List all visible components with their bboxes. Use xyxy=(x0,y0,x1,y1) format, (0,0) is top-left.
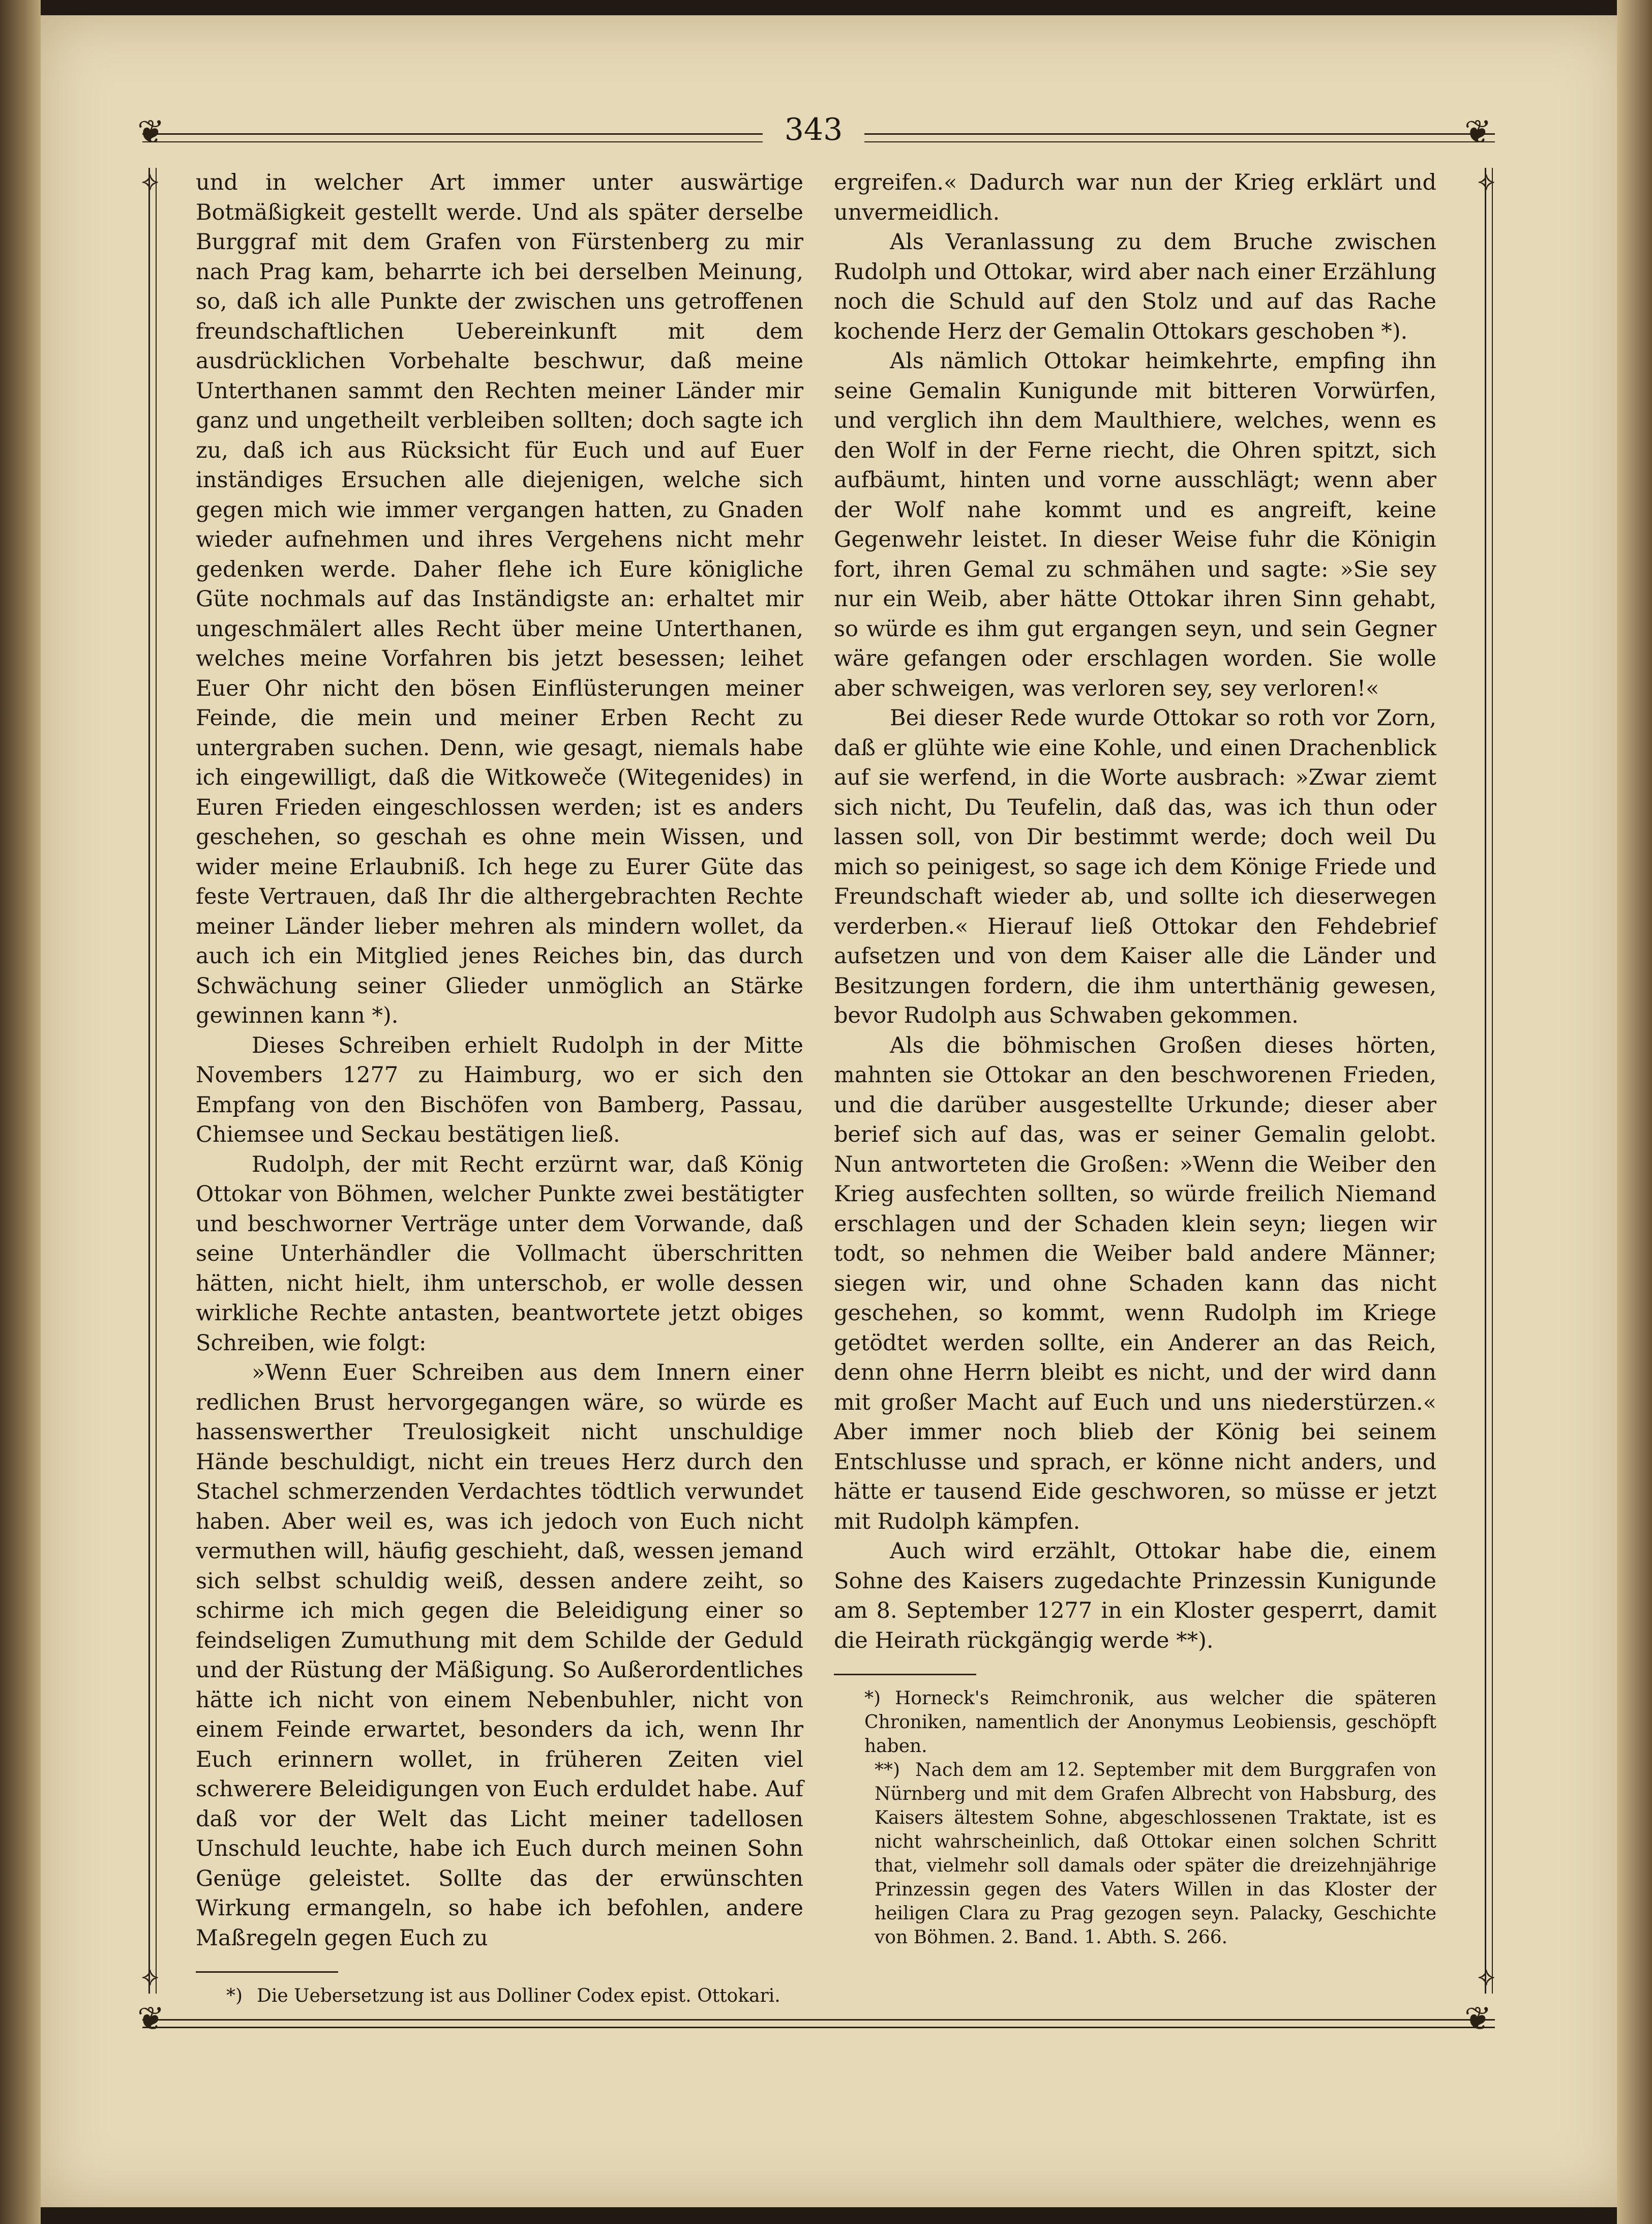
corner-ornament-icon: ❦ xyxy=(137,113,165,151)
footnote-marker: *) xyxy=(864,1688,881,1709)
paragraph: Dieses Schreiben erhielt Rudolph in der Mitte Novembers 1277 zu Haimburg, wo er sich den Empfang von den Bischöfen von Bamberg, Passau, Chiemsee und Seckau bestätigen ließ. xyxy=(196,1032,803,1147)
frame-bottom-rule-inner xyxy=(142,2027,1495,2028)
footnote-rule xyxy=(834,1674,976,1675)
footnote-text: Horneck's Reimchronik, aus welcher die späteren Chroniken, namentlich der Anonymus Leobiensis, geschöpft haben. xyxy=(864,1688,1436,1757)
paragraph: Bei dieser Rede wurde Ottokar so roth vor Zorn, daß er glühte wie eine Kohle, und einen Drachenblick auf sie werfend, in die Worte ausbrach: »Zwar ziemt sich nicht, Du Teufelin, daß das, was ich thun oder lassen soll, von Dir bestimmt werde; doch weil Du mich so peinigest, so sage ich dem Könige Friede und Freundschaft wieder ab, und sollte ich dieserwegen verderben.« Hierauf ließ Ottokar den Fehdebrief aufsetzen und von dem Kaiser alle die Länder und Besitzungen fordern, die ihm unterthänig gewesen, bevor Rudolph aus Schwaben gekommen. xyxy=(834,705,1436,1028)
corner-ornament-icon: ❦ xyxy=(1464,2000,1492,2038)
footnote xyxy=(196,1984,803,2008)
paragraph: Als Veranlassung zu dem Bruche zwischen Rudolph und Ottokar, wird aber nach einer Erzählung noch die Schuld auf den Stolz und auf das Rache kochende Herz der Gemalin Ottokars geschoben *). xyxy=(834,229,1436,344)
left-column xyxy=(196,168,803,2008)
page-number: 343 xyxy=(763,112,864,147)
paragraph: und in welcher Art immer unter auswärtige Botmäßigkeit gestellt werde. Und als später derselbe Burggraf mit dem Grafen von Fürstenberg zu mir nach Prag kam, beharrte ich bei derselben Meinung, so, daß ich alle Punkte der zwischen uns getroffenen freundschaftlichen Uebereinkunft mit dem ausdrücklichen Vorbehalte beschwur, daß meine Unterthanen sammt den Rechten meiner Länder mir ganz und ungetheilt verbleiben sollten; doch sagte ich zu, daß ich aus Rücksicht für Euch und auf Euer inständiges Ersuchen alle diejenigen, welche sich gegen mich wie immer vergangen hatten, zu Gnaden wieder aufnehmen und ihres Vergehens nicht mehr gedenken werde. Daher flehe ich Eure königliche Güte nochmals auf das Inständigste an: erhaltet mir ungeschmälert alles Recht über meine Unterthanen, welches meine Vorfahren bis jetzt besessen; leihet Euer Ohr nicht den bösen Einflüsterungen meiner Feinde, die mein und meiner Erben Recht zu untergraben suchen. Denn, wie gesagt, niemals habe ich eingewilligt, daß die Witkoweče (Witegenides) in Euren Frieden eingeschlossen werden; ist es anders geschehen, so geschah es ohne mein Wissen, und wider meine Erlaubniß. Ich hege zu Eurer Güte das feste Vertrauen, daß Ihr die althergebrachten Rechte meiner Länder lieber mehren als mindern wollet, da auch ich ein Mitglied jenes Reiches bin, das durch Schwächung seiner Glieder unmöglich an Stärke gewinnen kann *). xyxy=(196,170,803,1028)
footnote-text: Die Uebersetzung ist aus Dolliner Codex epist. Ottokari. xyxy=(257,1985,780,2006)
frame-right-rule xyxy=(1485,168,1486,1994)
footnote-rule xyxy=(196,1971,338,1973)
footnote-marker: **) xyxy=(875,1760,900,1781)
book-spine xyxy=(0,0,41,2224)
corner-ornament-icon: ❦ xyxy=(1464,113,1492,151)
side-ornament-icon: ⟡ xyxy=(141,166,159,196)
paragraph: »Wenn Euer Schreiben aus dem Innern einer redlichen Brust hervorgegangen wäre, so würde es hassenswerther Treulosigkeit nicht unschuldige Hände beschuldigt, nicht ein treues Herz durch den Stachel schmerzenden Verdachtes tödtlich verwundet haben. Aber weil es, was ich jedoch von Euch nicht vermuthen will, häufig geschieht, daß, wessen jemand sich selbst schuldig weiß, dessen andere zeiht, so schirme ich mich gegen die Beleidigung einer so feindseligen Zumuthung mit dem Schilde der Geduld und der Rüstung der Mäßigung. So Außerordentliches hätte ich nicht von einem Nebenbuhler, nicht von einem Feinde erwartet, besonders da ich, wenn Ihr Euch erinnern wollet, in früheren Zeiten viel schwerere Beleidigungen von Euch erduldet habe. Auf daß vor der Welt das Licht meiner tadellosen Unschuld leuchte, habe ich Euch durch meinen Sohn Genüge geleistet. Sollte das der erwünschten Wirkung ermangeln, so habe ich befohlen, andere Maßregeln gegen Euch zu xyxy=(196,1360,803,1951)
footnote xyxy=(834,1758,1436,1949)
corner-ornament-icon: ❦ xyxy=(137,2000,165,2038)
side-ornament-icon: ⟡ xyxy=(1478,166,1495,196)
right-column xyxy=(834,168,1436,1949)
frame-bottom-rule xyxy=(142,2019,1495,2021)
paragraph: Auch wird erzählt, Ottokar habe die, einem Sohne des Kaisers zugedachte Prinzessin Kunigunde am 8. September 1277 in ein Kloster gesperrt, damit die Heirath rückgängig werde **). xyxy=(834,1538,1436,1653)
frame-left-rule xyxy=(148,168,150,1994)
side-ornament-icon: ⟡ xyxy=(141,1961,159,1992)
paragraph: Als nämlich Ottokar heimkehrte, empfing ihn seine Gemalin Kunigunde mit bitteren Vorwürfen, und verglich ihn dem Maulthiere, welches, wenn es den Wolf in der Ferne riecht, die Ohren spitzt, sich aufbäumt, hinten und vorne ausschlägt; wenn aber der Wolf nahe kommt und es angreift, keine Gegenwehr leistet. In dieser Weise fuhr die Königin fort, ihren Gemal zu schmähen und sagte: »Sie sey nur ein Weib, aber hätte Ottokar ihren Sinn gehabt, so würde es ihm gut ergangen seyn, und sein Gegner wäre gefangen oder erschlagen worden. Sie wolle aber schweigen, was verloren sey, sey verloren!« xyxy=(834,348,1436,701)
paragraph: ergreifen.« Dadurch war nun der Krieg erklärt und unvermeidlich. xyxy=(834,170,1436,225)
footnote xyxy=(834,1686,1436,1758)
side-ornament-icon: ⟡ xyxy=(1478,1961,1495,1992)
footnote-text: Nach dem am 12. September mit dem Burggrafen von Nürnberg und mit dem Grafen Albrecht von Habsburg, des Kaisers ältestem Sohne, abgeschlossenen Traktate, ist es nicht wahrscheinlich, daß Ottokar einen solchen Schritt that, vielmehr soll damals oder später die dreizehnjährige Prinzessin gegen des Vaters Willen in das Kloster der heiligen Clara zu Prag gezogen seyn. Palacky, Geschichte von Böhmen. 2. Band. 1. Abth. S. 266. xyxy=(875,1760,1436,1948)
frame-right-rule-inner xyxy=(1492,168,1493,1994)
paragraph: Rudolph, der mit Recht erzürnt war, daß König Ottokar von Böhmen, welcher Punkte zwei bestätigter und beschworner Verträge unter dem Vorwande, daß seine Unterhändler die Vollmacht überschritten hätten, nicht hielt, ihm unterschob, er wolle dessen wirkliche Rechte antasten, beantwortete jetzt obiges Schreiben, wie folgt: xyxy=(196,1151,803,1356)
paragraph: Als die böhmischen Großen dieses hörten, mahnten sie Ottokar an den beschworenen Frieden, und die darüber ausgestellte Urkunde; dieser aber berief sich auf das, was er seiner Gemalin gelobt. Nun antworteten die Großen: »Wenn die Weiber den Krieg ausfechten sollten, so würde freilich Niemand erschlagen und der Schaden klein seyn; liegen wir todt, so nehmen die Weiber bald andere Männer; siegen wir, und ohne Schaden kann das nicht geschehen, so kommt, wenn Rudolph im Kriege getödtet werden sollte, ein Anderer an das Reich, denn ohne Herrn bleibt es nicht, und der wird dann mit großer Macht auf Euch und uns niederstürzen.« Aber immer noch blieb der König bei seinem Entschlusse und sprach, er könne nicht anders, und hätte er tausend Eide geschworen, so müsse er jetzt mit Rudolph kämpfen. xyxy=(834,1032,1436,1534)
page-edge xyxy=(1617,0,1652,2224)
footnote-marker: *) xyxy=(226,1985,243,2006)
frame-left-rule-inner xyxy=(156,168,157,1994)
